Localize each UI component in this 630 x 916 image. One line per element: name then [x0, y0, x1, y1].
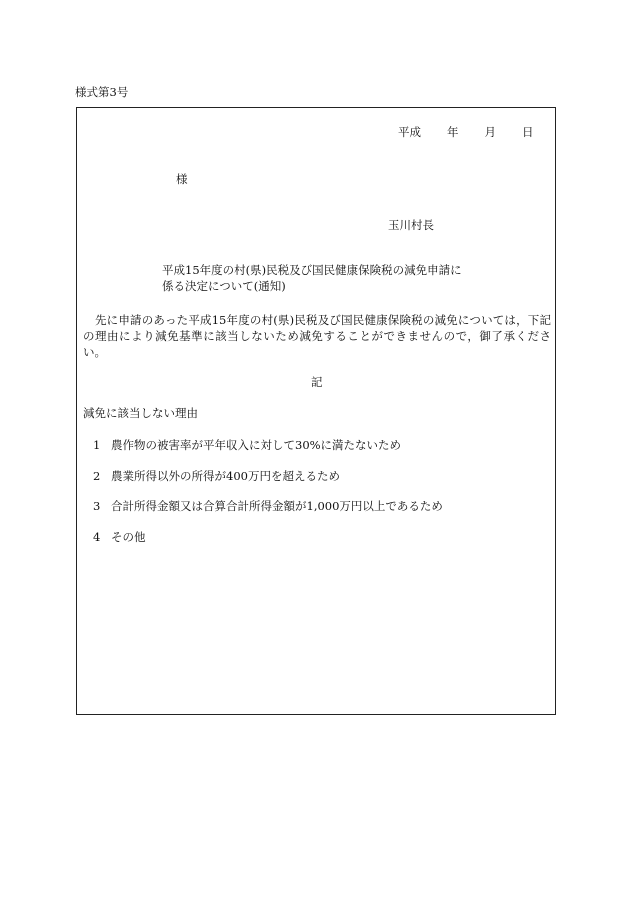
date-line — [398, 124, 534, 140]
reason-number: 1 — [93, 438, 101, 452]
reason-text: 合計所得金額又は合算合計所得金額が1,000万円以上であるため — [111, 499, 443, 513]
reason-item-3 — [93, 498, 443, 514]
addressee-suffix: 様 — [176, 172, 188, 186]
reason-heading: 減免に該当しない理由 — [83, 406, 198, 420]
reason-number: 3 — [93, 499, 101, 513]
reason-text: 農作物の被害率が平年収入に対して30%に満たないため — [111, 438, 402, 452]
date-year: 年 — [447, 125, 459, 139]
reason-item-4 — [93, 529, 146, 545]
date-era: 平成 — [398, 125, 421, 139]
reason-item-2 — [93, 468, 340, 484]
form-number: 様式第3号 — [75, 85, 129, 99]
date-month: 月 — [484, 125, 496, 139]
reason-text: その他 — [111, 530, 146, 544]
date-day: 日 — [522, 125, 534, 139]
subject-line-2: 係る決定について(通知) — [162, 279, 286, 293]
reason-number: 2 — [93, 469, 101, 483]
body-paragraph: 先に申請のあった平成15年度の村(県)民税及び国民健康保険税の減免については，下記の理由により減免基準に該当しないため減免することができませんので，御了承ください。 — [83, 313, 551, 359]
reason-text: 農業所得以外の所得が400万円を超えるため — [111, 469, 340, 483]
reason-item-1 — [93, 437, 401, 453]
sender-name: 玉川村長 — [388, 218, 434, 232]
subject-line-1: 平成15年度の村(県)民税及び国民健康保険税の減免申請に — [162, 263, 462, 277]
subject — [162, 262, 462, 294]
ki-label: 記 — [311, 375, 323, 389]
reason-number: 4 — [93, 530, 101, 544]
